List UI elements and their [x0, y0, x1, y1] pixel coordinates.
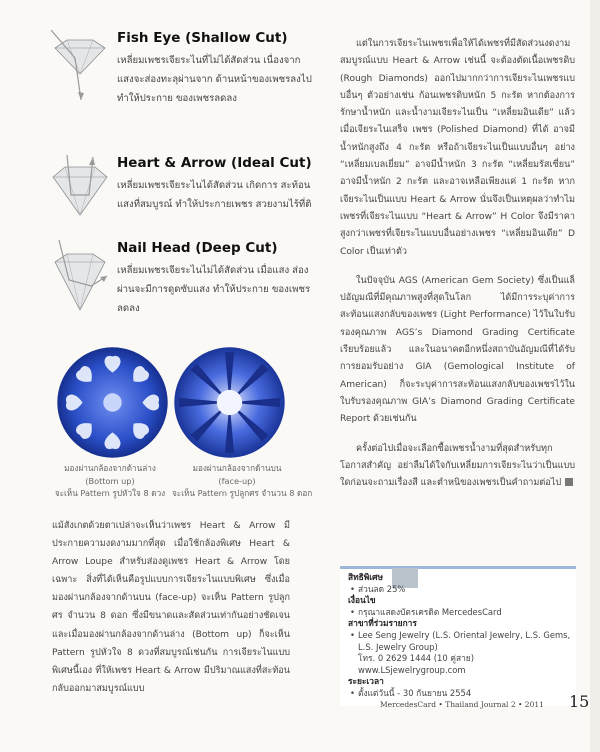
- shallow-cut-diagram-icon: [45, 30, 115, 102]
- hearts-pattern-diamond-image: [55, 345, 170, 460]
- arrows-pattern-diamond-image: [172, 345, 287, 460]
- caption-line: (face-up): [218, 475, 256, 486]
- cut-nail-head: [45, 240, 335, 330]
- info-content: [348, 572, 573, 700]
- cut-fish-eye: [45, 30, 335, 140]
- cut-heart-arrow: [45, 155, 335, 245]
- caption-line: จะเห็น Pattern รูปหัวใจ 8 ดวง: [54, 488, 166, 498]
- cut-description: เหลี่ยมเพชรเจียระไนไม่ได้สัดส่วน เมื่อแสง ส่องผ่านจะมีการดูดซับแสง ทำให้ประกาย ของเพชรลดลง: [117, 265, 311, 314]
- gem-caption-face-up: [172, 462, 313, 500]
- branch-label: สาขาที่ร่วมรายการ: [348, 618, 417, 629]
- page-edge: [590, 0, 600, 752]
- branch-name: • Lee Seng Jewelry (L.S. Oriental Jewelry, L.S. Gems, L.S. Jewelry Group): [348, 630, 573, 653]
- end-mark-icon: [565, 478, 573, 486]
- cut-description: เหลี่ยมเพชรเจียระไนได้สัดส่วน เกิดการ สะท้อนแสงที่สมบูรณ์ ทำให้ประกายเพชร สวยงามไร้ที่ติ: [117, 180, 312, 210]
- period-item: • ตั้งแต่วันนี้ - 30 กันยายน 2554: [348, 688, 573, 700]
- cut-title: Nail Head (Deep Cut): [117, 240, 278, 256]
- paragraph-text: ครั้งต่อไปเมื่อจะเลือกซื้อเพชรน้ำงามที่สุดสำหรับทุกโอกาสสำคัญ อย่าลืมได้ใจกับเหลี่ยมการเจียระไนว่าเป็นแบบใดก่อนจะถามเรื่องสี และตำหนิของเพชรเป็นคำถามต่อไป: [340, 443, 575, 489]
- gem-caption-bottom-up: [45, 462, 175, 500]
- paragraph: แต่ในการเจียระไนเพชรเพื่อให้ได้เพชรที่มีสัดส่วนงดงามสมบูรณ์แบบ Heart & Arrow เช่นนี้ จะต้องตัดเนื้อเพชรดิบ (Rough Diamonds) ออกไปมากกว่าการเจียระไนเพชรแบบอื่นๆ ตัวอย่างเช่น ก้อนเพชรดิบหนัก 5 กะรัต หากต้องการรักษาน้ำหนัก และน้ำงามเจียระไนเป็น “เหลี่ยมอินเดีย” แล้วเมื่อเจียระไนเสร็จ เพชร (Polished Diamond) ที่ได้ อาจมีน้ำหนักสูงถึง 4 กะรัต หรือถ้าเจียระไนเป็นแบบอื่นๆ อย่าง “เหลี่ยมเบลเยี่ยม” อาจมีน้ำหนัก 3 กะรัต “เหลี่ยมรัสเซี่ยน” อาจมีน้ำหนัก 2 กะรัต และอาจเหลือเพียงแค่ 1 กะรัต หากเจียระไนเป็นแบบ Heart & Arrow นั่นจึงเป็นเหตุผลว่าทำไม เพชรที่เจียระไนแบบ “Heart & Arrow” H Color จึงมีราคาสูงกว่าเพชรที่เจียระไนแบบอื่นอย่างเพชร “เหลี่ยมอินเดีย” D Color เป็นเท่าตัว: [340, 39, 575, 257]
- condition-item: • กรุณาแสดงบัตรเครดิต MercedesCard: [348, 607, 573, 619]
- caption-line: (Bottom up): [85, 475, 135, 486]
- cut-title: Heart & Arrow (Ideal Cut): [117, 155, 312, 171]
- left-body-text: แม้สังเกตด้วยตาเปล่าจะเห็นว่าเพชร Heart & Arrow มีประกายความงดงามมากที่สุด เมื่อใช้กล้องพิเศษ Heart & Arrow Loupe สำหรับส่องดูเพชร Heart & Arrow โดยเฉพาะ สิ่งที่ได้เห็นคือรูปแบบการเจียระไนแบบพิเศษ ซึ่งเมื่อมองผ่านกล้องจากด้านบน (face-up) จะเห็น Pattern รูปลูกศร จำนวน 8 ดอก ซึ่งมีขนาดและสัดส่วนเท่ากันอย่างชัดเจน และเมื่อมองผ่านกล้องจากด้านล่าง (Bottom up) ก็จะเห็น Pattern รูปหัวใจ 8 ดวงที่สมบูรณ์เช่นกัน การเจียระไนแบบพิเศษนี้เอง ที่ให้เพชร Heart & Arrow มีปริมาณแสงที่สะท้อนกลับออกมาสมบูรณ์แบบ: [52, 521, 290, 694]
- branch-website: www.LSjewelrygroup.com: [358, 664, 466, 675]
- right-body-text: [340, 36, 575, 504]
- page-number: 15: [569, 692, 590, 711]
- privilege-label: สิทธิพิเศษ: [348, 572, 383, 582]
- caption-line: มองผ่านกล้องจากด้านบน: [192, 463, 282, 473]
- deep-cut-diagram-icon: [45, 240, 115, 312]
- paragraph: ในปัจจุบัน AGS (American Gem Society) ซึ่งเป็นแล็ปอัญมณีที่มีคุณภาพสูงที่สุดในโลก ได้มีการระบุค่าการสะท้อนแสงกลับของเพชร (Light Performance) ไว้ในใบรับรองคุณภาพ AGS’s Diamond Grading Certificate เรียบร้อยแล้ว และในอนาคตอีกหนึ่งสถาบันอัญมณีที่ได้รับการยอมรับอย่าง GIA (Gemological Institute of American) ก็จะระบุค่าการสะท้อนแสงกลับของเพชรไว้ในใบรับรองคุณภาพ GIA’s Diamond Grading Certificate Report ด้วยเช่นกัน: [340, 275, 575, 425]
- branch-phone: โทร. 0 2629 1444 (10 คู่สาย): [358, 653, 474, 664]
- period-label: ระยะเวลา: [348, 676, 384, 687]
- ideal-cut-diagram-icon: [45, 155, 115, 227]
- cut-title: Fish Eye (Shallow Cut): [117, 30, 288, 46]
- page-footer: MercedesCard • Thailand Journal 2 • 2011: [380, 700, 544, 709]
- paragraph: [340, 441, 575, 493]
- caption-line: มองผ่านกล้องจากด้านล่าง: [64, 463, 156, 473]
- privilege-info-box: [340, 566, 576, 706]
- condition-label: เงื่อนไข: [348, 595, 376, 606]
- caption-line: จะเห็น Pattern รูปลูกศร จำนวน 8 ดอก: [172, 488, 313, 498]
- privilege-item: • ส่วนลด 25%: [348, 584, 573, 596]
- info-strip: [340, 566, 576, 569]
- cut-description: เหลี่ยมเพชรเจียระไนที่ไม่ได้สัดส่วน เนื่องจากแสงจะส่องทะลุผ่านจาก ด้านหน้าของเพชรลงไป ทำให้ประกาย ของเพชรลดลง: [117, 55, 312, 104]
